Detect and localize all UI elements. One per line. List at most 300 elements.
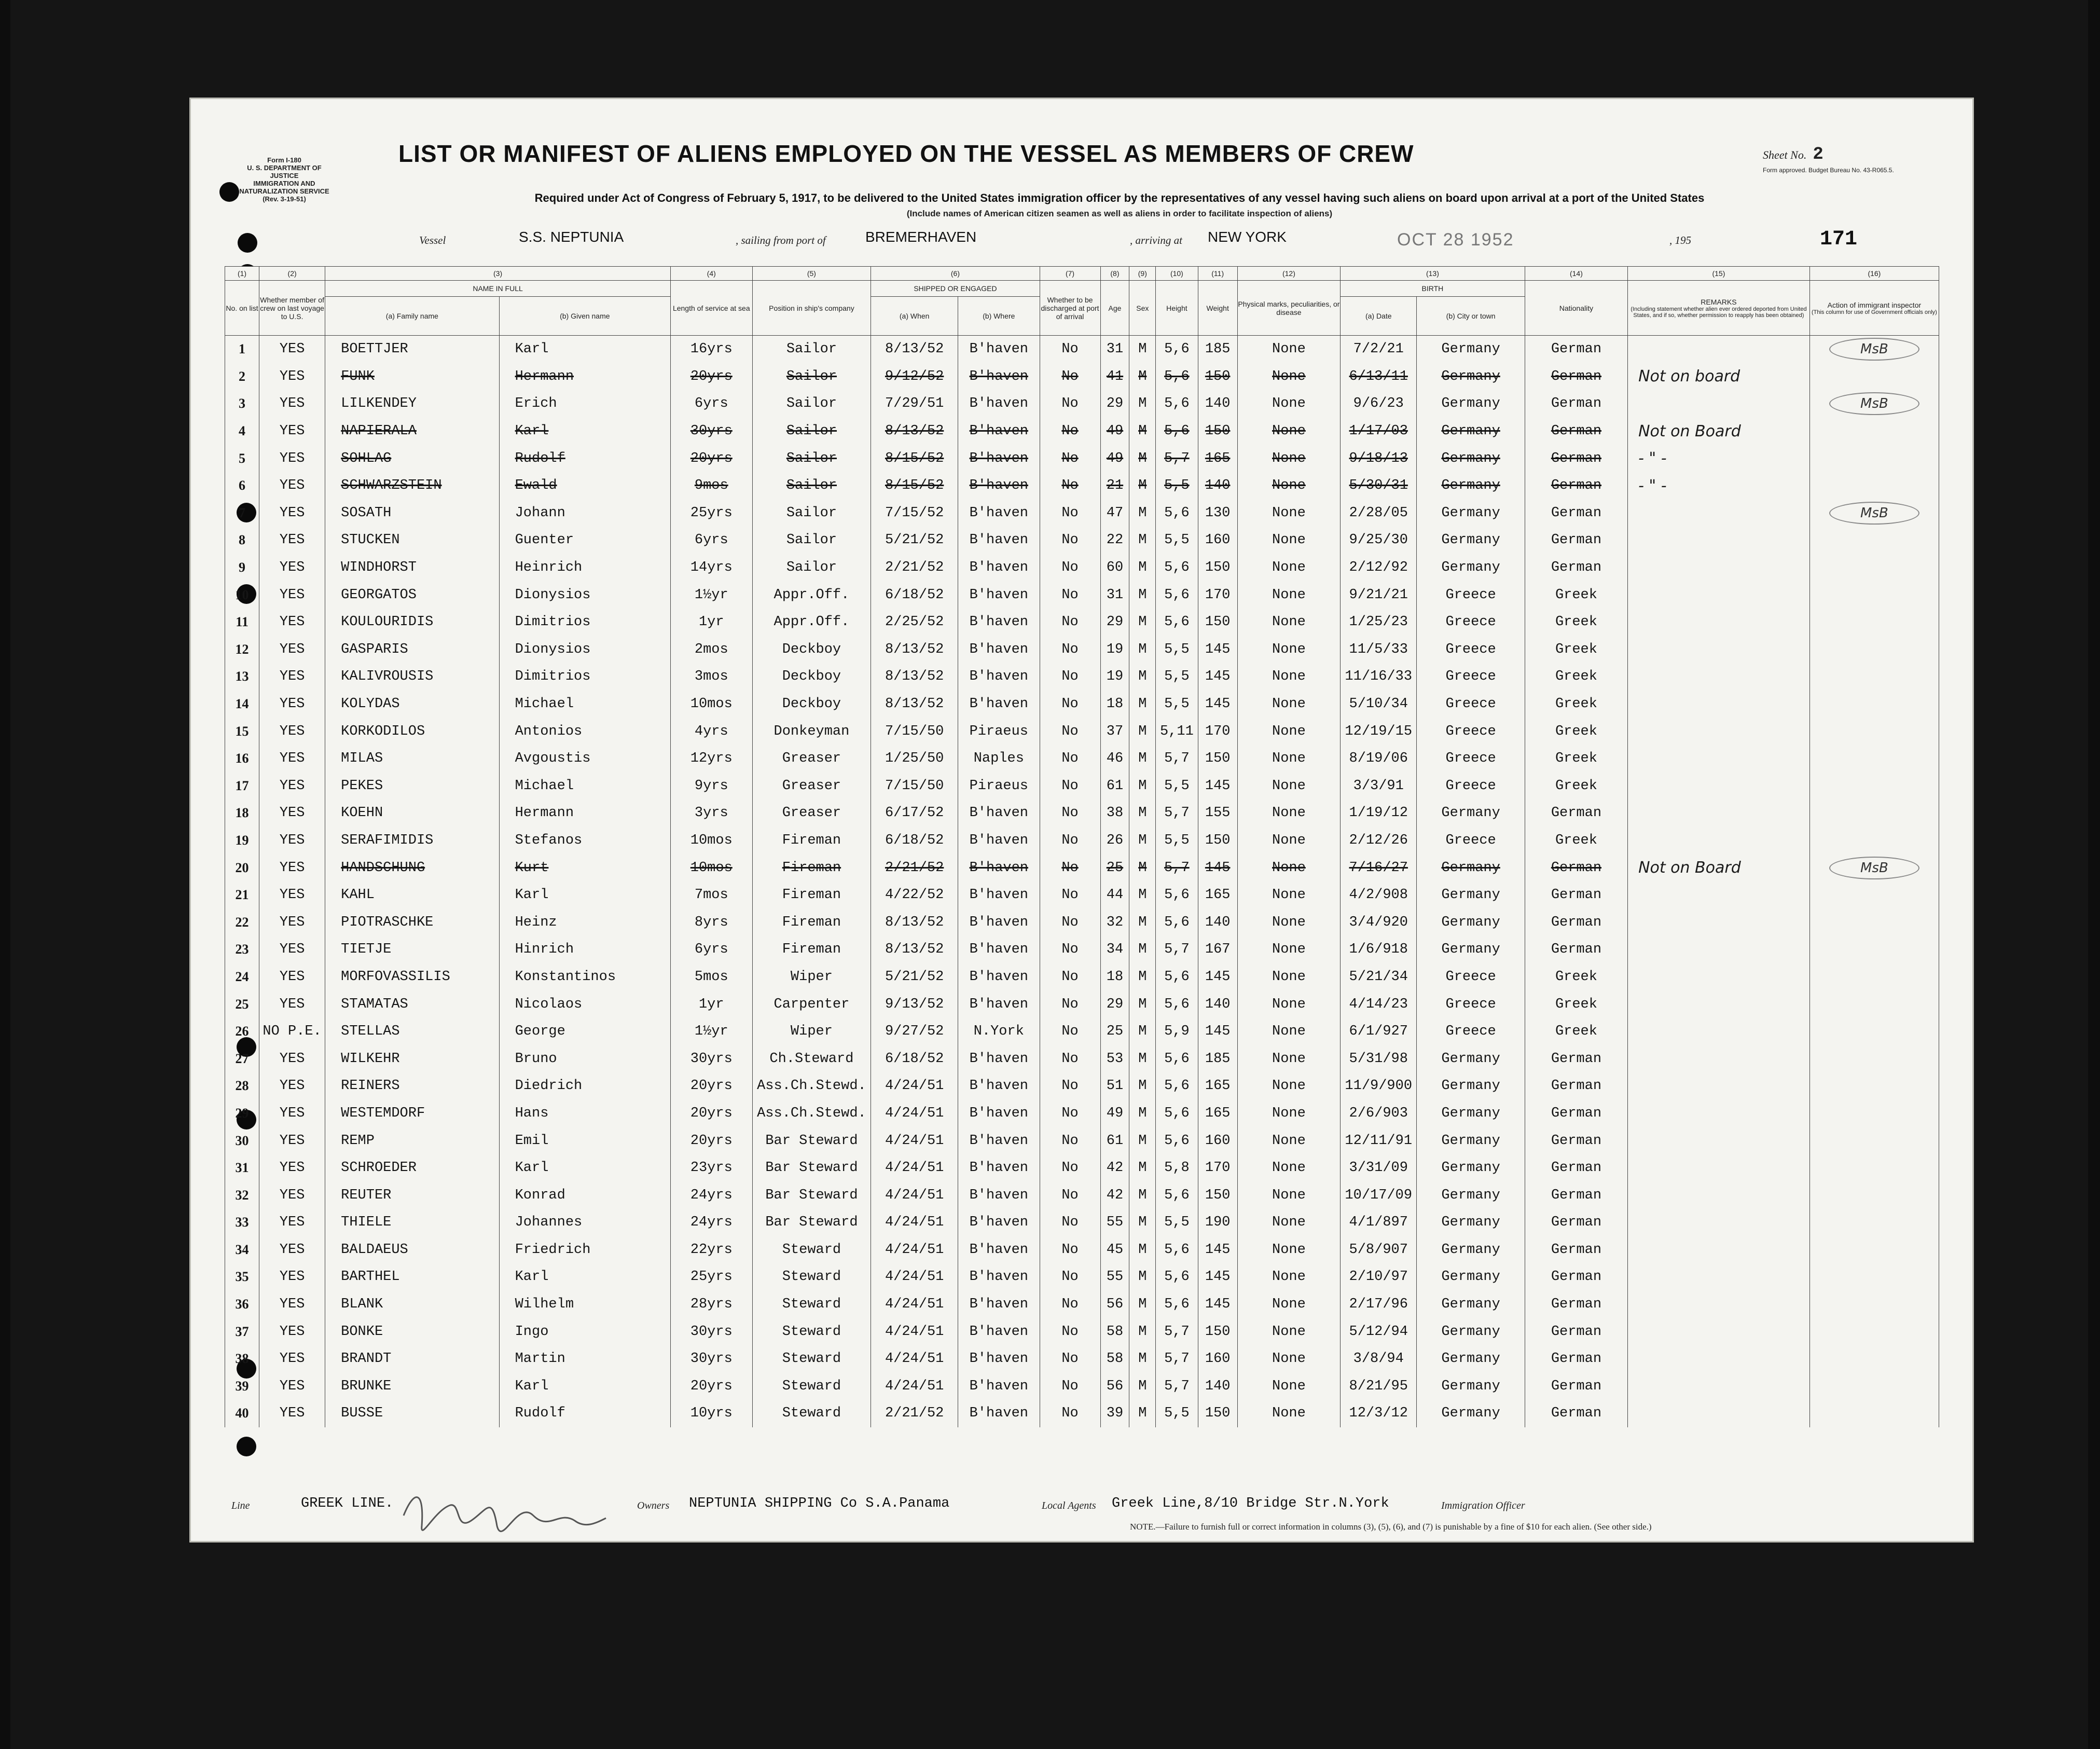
crew-row [225, 1045, 1939, 1072]
physical-marks [1237, 636, 1340, 664]
weight-text: 170 [1205, 723, 1231, 739]
list-number-text: 37 [235, 1324, 249, 1339]
height [1156, 990, 1198, 1018]
height-text: 5,6 [1164, 614, 1190, 630]
physical-marks-text: None [1272, 1242, 1306, 1258]
discharge [1040, 800, 1100, 827]
weight [1198, 636, 1237, 664]
given-name [499, 1373, 670, 1400]
weight-text: 170 [1205, 587, 1231, 603]
birth-date-text: 4/1/897 [1349, 1215, 1408, 1231]
header-nationality: Nationality [1525, 281, 1627, 336]
header-previous-voyage: Whether member of crew on last voyage to U.S. [259, 281, 325, 336]
header-physical-marks: Physical marks, peculiarities, or disease [1237, 281, 1340, 336]
position-text: Sailor [786, 396, 837, 412]
discharge [1040, 445, 1100, 472]
sex [1129, 1018, 1156, 1045]
height [1156, 445, 1198, 472]
engaged-date-text: 5/21/52 [885, 532, 944, 548]
birth-date-text: 1/25/23 [1349, 614, 1408, 630]
column-number: (1) [225, 267, 259, 281]
weight-text: 150 [1205, 614, 1231, 630]
position-text: Appr.Off. [773, 587, 850, 603]
given-name-text: Johann [515, 505, 565, 521]
height-text: 5,6 [1164, 914, 1190, 930]
engaged-date [871, 773, 958, 800]
discharge [1040, 1263, 1100, 1291]
column-number: (9) [1129, 267, 1156, 281]
weight-text: 165 [1205, 887, 1231, 903]
height-text: 5,9 [1164, 1024, 1190, 1040]
birth-date [1341, 1154, 1417, 1182]
age [1100, 1373, 1129, 1400]
service-length [671, 908, 753, 936]
inspector-action [1809, 1263, 1939, 1291]
local-agents: Greek Line,8/10 Bridge Str.N.York [1112, 1496, 1389, 1511]
sex [1129, 445, 1156, 472]
family-name [325, 1291, 499, 1318]
previous-voyage [259, 1181, 325, 1209]
weight-text: 145 [1205, 969, 1231, 985]
birth-place-text: Germany [1441, 396, 1500, 412]
age [1100, 936, 1129, 963]
remark [1628, 745, 1810, 773]
engaged-date-text: 8/13/52 [885, 696, 944, 712]
previous-voyage [259, 609, 325, 636]
remark [1628, 445, 1810, 472]
engaged-place [958, 800, 1040, 827]
given-name-text: Hermann [515, 805, 574, 821]
age [1100, 1154, 1129, 1182]
discharge-text: No [1061, 1215, 1079, 1231]
list-number-text: 34 [235, 1242, 249, 1257]
given-name [499, 691, 670, 718]
given-name-text: Dimitrios [515, 614, 591, 630]
birth-place-text: Greece [1445, 641, 1496, 657]
age [1100, 636, 1129, 664]
discharge-text: No [1061, 1160, 1079, 1176]
birth-date-text: 8/21/95 [1349, 1378, 1408, 1394]
agents-label: Local Agents [1042, 1500, 1096, 1511]
service-length [671, 336, 753, 363]
service-length [671, 609, 753, 636]
nationality-text: Greek [1555, 751, 1597, 767]
list-number-text: 4 [239, 423, 246, 439]
engaged-place-text: B'haven [969, 1242, 1029, 1258]
engaged-date-text: 9/12/52 [885, 368, 944, 384]
birth-date [1341, 718, 1417, 745]
header-family-name: (a) Family name [325, 297, 499, 336]
family-name-text: STAMATAS [341, 996, 408, 1012]
physical-marks-text: None [1272, 532, 1306, 548]
birth-place-text: Germany [1441, 450, 1500, 466]
family-name-text: MILAS [341, 751, 383, 767]
departure-port: BREMERHAVEN [865, 229, 977, 245]
sex [1129, 609, 1156, 636]
inspector-action [1809, 663, 1939, 691]
weight-text: 140 [1205, 396, 1231, 412]
service-length [671, 691, 753, 718]
list-number-text: 8 [239, 532, 246, 548]
given-name [499, 445, 670, 472]
birth-date [1341, 827, 1417, 855]
previous-voyage [259, 827, 325, 855]
engaged-place-text: B'haven [969, 969, 1029, 985]
birth-place-text: Germany [1441, 1269, 1500, 1285]
previous-voyage [259, 445, 325, 472]
previous-voyage-text: YES [279, 1269, 305, 1285]
inspector-action [1809, 1127, 1939, 1154]
engaged-date [871, 554, 958, 582]
list-number [225, 1127, 259, 1154]
sex [1129, 990, 1156, 1018]
height-text: 5,6 [1164, 969, 1190, 985]
position [752, 1373, 871, 1400]
sex [1129, 1072, 1156, 1100]
birth-date-text: 9/21/21 [1349, 587, 1408, 603]
physical-marks [1237, 445, 1340, 472]
service-length [671, 527, 753, 554]
column-number: (7) [1040, 267, 1100, 281]
family-name [325, 1100, 499, 1127]
birth-date [1341, 445, 1417, 472]
list-number [225, 1373, 259, 1400]
engaged-place-text: N.York [973, 1024, 1024, 1040]
engaged-place-text: B'haven [969, 696, 1029, 712]
service-length-text: 10yrs [690, 1406, 733, 1422]
height-text: 5,5 [1164, 1215, 1190, 1231]
birth-place [1417, 581, 1525, 609]
crew-row [225, 1181, 1939, 1209]
nationality-text: German [1551, 805, 1602, 821]
birth-place [1417, 745, 1525, 773]
nationality [1525, 882, 1627, 909]
weight [1198, 1100, 1237, 1127]
weight-text: 165 [1205, 450, 1231, 466]
age-text: 18 [1106, 696, 1124, 712]
physical-marks [1237, 472, 1340, 500]
nationality [1525, 1127, 1627, 1154]
height [1156, 936, 1198, 963]
inspector-action [1809, 963, 1939, 991]
previous-voyage [259, 390, 325, 418]
age-text: 53 [1106, 1051, 1124, 1067]
physical-marks [1237, 1345, 1340, 1373]
family-name-text: SCHROEDER [341, 1160, 417, 1176]
height [1156, 745, 1198, 773]
weight-text: 150 [1205, 1406, 1231, 1422]
nationality [1525, 527, 1627, 554]
crew-row [225, 554, 1939, 582]
weight-text: 165 [1205, 1078, 1231, 1094]
remark [1628, 581, 1810, 609]
birth-place-text: Germany [1441, 1324, 1500, 1340]
position-text: Wiper [790, 969, 833, 985]
nationality-text: German [1551, 423, 1602, 439]
position [752, 472, 871, 500]
position [752, 800, 871, 827]
position [752, 963, 871, 991]
remark [1628, 500, 1810, 527]
inspector-action [1809, 990, 1939, 1018]
crew-row [225, 527, 1939, 554]
remark [1628, 990, 1810, 1018]
sex [1129, 636, 1156, 664]
previous-voyage-text: YES [279, 587, 305, 603]
list-number [225, 773, 259, 800]
family-name [325, 472, 499, 500]
family-name-text: TIETJE [341, 942, 392, 958]
family-name-text: BUSSE [341, 1406, 383, 1422]
crew-row [225, 445, 1939, 472]
physical-marks-text: None [1272, 1133, 1306, 1149]
nationality-text: German [1551, 1297, 1602, 1313]
list-number-text: 35 [235, 1269, 249, 1285]
weight [1198, 472, 1237, 500]
given-name-text: Kurt [515, 860, 549, 876]
service-length-text: 20yrs [690, 1133, 733, 1149]
height-text: 5,6 [1164, 1242, 1190, 1258]
height [1156, 800, 1198, 827]
engaged-place [958, 1291, 1040, 1318]
position-text: Greaser [782, 805, 841, 821]
given-name-text: Heinz [515, 914, 557, 930]
penalty-note: NOTE.—Failure to furnish full or correct information in columns (3), (5), (6), and (7) is punishable by a fine of $10 for each alien. (See other side.) [1130, 1522, 1652, 1532]
crew-row [225, 609, 1939, 636]
engaged-place-text: B'haven [969, 887, 1029, 903]
service-length [671, 418, 753, 445]
previous-voyage-text: YES [279, 1160, 305, 1176]
inspector-action [1809, 1291, 1939, 1318]
birth-place-text: Germany [1441, 1187, 1500, 1203]
height-text: 5,5 [1164, 669, 1190, 685]
age [1100, 1127, 1129, 1154]
birth-place [1417, 936, 1525, 963]
nationality [1525, 718, 1627, 745]
previous-voyage-text: YES [279, 1406, 305, 1422]
sex [1129, 418, 1156, 445]
shipping-line: GREEK LINE. [301, 1496, 394, 1511]
engaged-place-text: B'haven [969, 860, 1029, 876]
list-number-text: 33 [235, 1215, 249, 1230]
height-text: 5,6 [1164, 996, 1190, 1012]
engaged-date-text: 2/25/52 [885, 614, 944, 630]
position-text: Fireman [782, 860, 841, 876]
age-text: 60 [1106, 560, 1124, 576]
form-revision: (Rev. 3-19-51) [262, 195, 306, 203]
engaged-date-text: 7/15/50 [885, 723, 944, 739]
service-length [671, 636, 753, 664]
nationality-text: Greek [1555, 832, 1597, 848]
birth-date [1341, 1318, 1417, 1345]
family-name [325, 718, 499, 745]
service-length [671, 745, 753, 773]
birth-place [1417, 1345, 1525, 1373]
given-name [499, 1045, 670, 1072]
inspector-action [1809, 472, 1939, 500]
previous-voyage-text: YES [279, 560, 305, 576]
crew-row [225, 363, 1939, 391]
birth-date-text: 5/30/31 [1349, 478, 1408, 494]
position [752, 1318, 871, 1345]
weight [1198, 1373, 1237, 1400]
height [1156, 1018, 1198, 1045]
height [1156, 636, 1198, 664]
sex-text: M [1138, 560, 1147, 576]
weight [1198, 1318, 1237, 1345]
inspector-action [1809, 1345, 1939, 1373]
service-length-text: 28yrs [690, 1297, 733, 1313]
header-position: Position in ship's company [752, 281, 871, 336]
position-text: Fireman [782, 914, 841, 930]
officer-label: Immigration Officer [1441, 1500, 1525, 1511]
previous-voyage-text: YES [279, 505, 305, 521]
list-number-text: 22 [235, 914, 249, 930]
service-length-text: 5mos [694, 969, 728, 985]
service-length-text: 20yrs [690, 1105, 733, 1121]
position [752, 1236, 871, 1264]
header-list-number: No. on list [225, 281, 259, 336]
budget-approval: Form approved. Budget Bureau No. 43-R065.5. [1763, 167, 1894, 174]
weight [1198, 854, 1237, 882]
sex [1129, 1181, 1156, 1209]
service-length-text: 24yrs [690, 1187, 733, 1203]
given-name [499, 800, 670, 827]
remark [1628, 1291, 1810, 1318]
family-name-text: KOULOURIDIS [341, 614, 434, 630]
family-name [325, 1045, 499, 1072]
nationality-text: German [1551, 478, 1602, 494]
sex-text: M [1138, 1378, 1147, 1394]
inspector-action [1809, 854, 1939, 882]
service-length-text: 1yr [698, 996, 724, 1012]
age [1100, 1209, 1129, 1236]
list-number [225, 390, 259, 418]
inspector-action [1809, 691, 1939, 718]
family-name-text: BLANK [341, 1297, 383, 1313]
engaged-place-text: B'haven [969, 1187, 1029, 1203]
physical-marks-text: None [1272, 1351, 1306, 1367]
service-length-text: 6yrs [694, 942, 728, 958]
weight-text: 145 [1205, 1024, 1231, 1040]
nationality [1525, 581, 1627, 609]
discharge-text: No [1061, 669, 1079, 685]
nationality-text: Greek [1555, 996, 1597, 1012]
weight-text: 185 [1205, 341, 1231, 357]
weight [1198, 1018, 1237, 1045]
physical-marks [1237, 1209, 1340, 1236]
list-number-text: 40 [235, 1406, 249, 1421]
birth-place-text: Germany [1441, 1406, 1500, 1422]
height [1156, 1127, 1198, 1154]
previous-voyage [259, 554, 325, 582]
birth-date-text: 9/18/13 [1349, 450, 1408, 466]
height [1156, 882, 1198, 909]
engaged-date-text: 8/13/52 [885, 341, 944, 357]
age [1100, 1236, 1129, 1264]
position [752, 936, 871, 963]
family-name-text: BOETTJER [341, 341, 408, 357]
sex [1129, 472, 1156, 500]
position-text: Sailor [786, 478, 837, 494]
discharge [1040, 1127, 1100, 1154]
service-length [671, 1018, 753, 1045]
birth-date-text: 12/3/12 [1349, 1406, 1408, 1422]
list-number [225, 1236, 259, 1264]
height-text: 5,6 [1164, 505, 1190, 521]
weight [1198, 390, 1237, 418]
service-length-text: 3yrs [694, 805, 728, 821]
sex [1129, 718, 1156, 745]
discharge-text: No [1061, 478, 1079, 494]
age [1100, 1100, 1129, 1127]
previous-voyage [259, 1072, 325, 1100]
weight-text: 145 [1205, 641, 1231, 657]
service-length-text: 24yrs [690, 1215, 733, 1231]
service-length-text: 2mos [694, 641, 728, 657]
header-birth-place: (b) City or town [1417, 297, 1525, 336]
service-length [671, 1236, 753, 1264]
engaged-date-text: 4/24/51 [885, 1215, 944, 1231]
nationality [1525, 691, 1627, 718]
engaged-date [871, 609, 958, 636]
inspector-action [1809, 1018, 1939, 1045]
given-name-text: Konrad [515, 1187, 565, 1203]
column-number-row [225, 267, 1939, 281]
position [752, 390, 871, 418]
sex-text: M [1138, 587, 1147, 603]
service-length [671, 800, 753, 827]
list-number-text: 20 [235, 860, 249, 875]
service-length [671, 1072, 753, 1100]
weight [1198, 527, 1237, 554]
engaged-place [958, 745, 1040, 773]
discharge-text: No [1061, 832, 1079, 848]
family-name [325, 336, 499, 363]
header-age: Age [1100, 281, 1129, 336]
birth-place [1417, 1318, 1525, 1345]
weight-text: 185 [1205, 1051, 1231, 1067]
previous-voyage-text: YES [279, 396, 305, 412]
position-text: Steward [782, 1269, 841, 1285]
engaged-place [958, 1127, 1040, 1154]
weight [1198, 500, 1237, 527]
age [1100, 990, 1129, 1018]
crew-row [225, 1209, 1939, 1236]
previous-voyage [259, 718, 325, 745]
weight-text: 145 [1205, 860, 1231, 876]
sex-text: M [1138, 860, 1147, 876]
service-length [671, 854, 753, 882]
nationality-text: German [1551, 341, 1602, 357]
family-name-text: SOSATH [341, 505, 392, 521]
list-number-text: 18 [235, 805, 249, 821]
engaged-date-text: 2/21/52 [885, 860, 944, 876]
list-number-text: 14 [235, 696, 249, 712]
age-text: 55 [1106, 1215, 1124, 1231]
engaged-date [871, 1072, 958, 1100]
position-text: Bar Steward [765, 1215, 858, 1231]
discharge [1040, 1045, 1100, 1072]
engaged-date [871, 390, 958, 418]
birth-date-text: 5/31/98 [1349, 1051, 1408, 1067]
engaged-date-text: 6/18/52 [885, 832, 944, 848]
birth-place-text: Greece [1445, 832, 1496, 848]
discharge [1040, 1373, 1100, 1400]
engaged-place-text: B'haven [969, 1105, 1029, 1121]
age-text: 42 [1106, 1160, 1124, 1176]
list-number-text: 25 [235, 996, 249, 1012]
